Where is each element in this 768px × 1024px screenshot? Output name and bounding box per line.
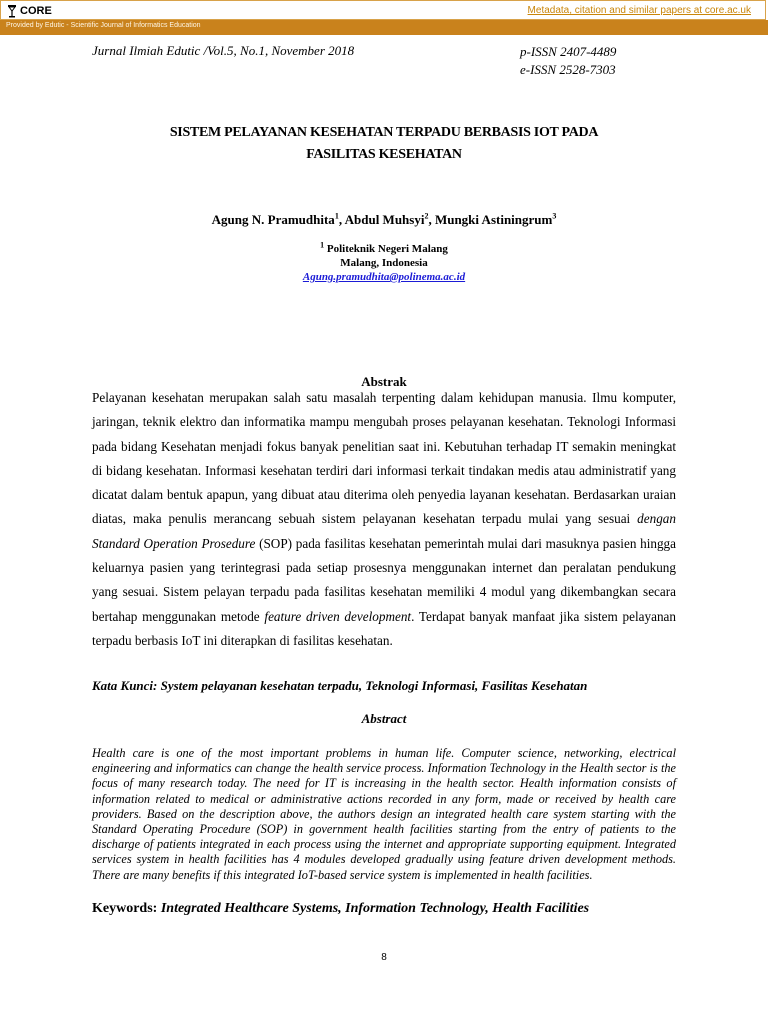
affiliation-sup: 1 bbox=[320, 240, 325, 250]
affiliation-institution: Politeknik Negeri Malang bbox=[326, 243, 448, 255]
title-line-1: SISTEM PELAYANAN KESEHATAN TERPADU BERBASIS IOT PADA bbox=[169, 125, 599, 140]
affiliation-city: Malang, Indonesia bbox=[340, 257, 428, 269]
journal-name: Jurnal Ilmiah Edutic /Vol.5, No.1, November 2018 bbox=[92, 43, 355, 58]
abstrak-italic-fdd: feature driven development bbox=[264, 608, 412, 624]
core-header-bar bbox=[0, 0, 766, 20]
abstrak-text-3: . Terdapat banyak manfaat jika sistem pelayanan terpadu berbasis IoT ini diterapkan di fasilitas kesehatan. bbox=[92, 608, 676, 648]
author-1: Agung N. Pramudhita bbox=[211, 212, 335, 227]
issn-block bbox=[520, 43, 616, 79]
core-logo[interactable] bbox=[7, 3, 52, 19]
author-email-link[interactable]: Agung.pramudhita@polinema.ac.id bbox=[302, 271, 466, 283]
author-2: Abdul Muhsyi bbox=[344, 212, 425, 227]
abstract-heading: Abstract bbox=[361, 711, 407, 726]
abstrak-italic-sop: dengan Standard Operation Prosedure bbox=[92, 511, 676, 551]
paper-title bbox=[84, 122, 684, 166]
kata-kunci: Kata Kunci: System pelayanan kesehatan terpadu, Teknologi Informasi, Fasilitas Kesehatan bbox=[92, 678, 588, 693]
abstract-paragraph: Health care is one of the most important problems in human life. Computer science, networking, electrical engineering and informatics can change the health service process. Information Technology in the Health sector is the focus of many research today. The need for IT is increasing in the health sector. Health information consists of information related to medical or administrative actions recorded in any form, made or received by health care providers. Based on the description above, the authors design an integrated health care system starting with the Standard Operating Procedure (SOP) in government health facilities starting from the entry of patients to the discharge of patients integrated in each process using the internet and appropriate supporting equipment. Integrated services system in health facilities has 4 modules developed gradually using feature driven development methods. There are many benefits if this integrated IoT-based service system is implemented in health facilities. bbox=[92, 746, 676, 882]
author-sep-2: , bbox=[428, 212, 435, 227]
p-issn: p-ISSN 2407-4489 bbox=[520, 44, 617, 59]
abstrak-text-1: Pelayanan kesehatan merupakan salah satu masalah terpenting dalam kehidupan manusia. Ilmu komputer, jaringan, teknik elektro dan informatika mampu mengubah proses pelayanan kesehatan. Teknologi Informasi pada bidang Kesehatan menjadi fokus banyak penelitian saat ini. Kebutuhan terhadap IT semakin meningkat di bidang kesehatan. Informasi kesehatan terdiri dari informasi terkait tindakan medis atau administratif yang dicatat dalam bentuk apapun, yang dibuat atau diterima oleh penyedia layanan kesehatan. Berdasarkan uraian diatas, maka penulis merancang sebuah sistem pelayanan kesehatan terpadu mulai yang sesuai bbox=[92, 390, 676, 527]
provided-by-bar bbox=[0, 20, 768, 35]
e-issn: e-ISSN 2528-7303 bbox=[520, 62, 616, 77]
core-metadata-link[interactable]: Metadata, citation and similar papers at core.ac.uk bbox=[527, 5, 751, 16]
keywords bbox=[92, 901, 692, 917]
author-sep-1: , bbox=[338, 212, 345, 227]
keywords-values: Integrated Healthcare Systems, Information Technology, Health Facilities bbox=[160, 901, 590, 916]
author-list bbox=[84, 212, 684, 228]
author-2-sup: 2 bbox=[424, 211, 429, 221]
provided-by-text: Provided by Edutic - Scientific Journal of Informatics Education bbox=[6, 22, 201, 29]
affiliation-institution-line bbox=[84, 242, 684, 256]
author-3: Mungki Astiningrum bbox=[434, 212, 553, 227]
abstrak-paragraph bbox=[92, 386, 676, 653]
keywords-label: Keywords: bbox=[92, 901, 161, 916]
page-number: 8 bbox=[381, 952, 387, 963]
title-line-2: FASILITAS KESEHATAN bbox=[306, 147, 462, 162]
core-logo-text: CORE bbox=[20, 5, 52, 17]
affiliation bbox=[84, 242, 684, 284]
author-3-sup: 3 bbox=[552, 211, 557, 221]
core-logo-icon bbox=[7, 4, 17, 18]
abstrak-text-2: (SOP) pada fasilitas kesehatan pemerintah mulai dari masuknya pasien hingga keluarnya pasien yang terintegrasi pada setiap prosesnya menggunakan internet dan peralatan pendukung yang sesuai. Sistem pelayan terpadu pada fasilitas kesehatan memiliki 4 modul yang dikembangkan secara bertahap menggunakan metode bbox=[92, 535, 676, 624]
abstrak-heading: Abstrak bbox=[361, 374, 407, 389]
author-1-sup: 1 bbox=[334, 211, 339, 221]
